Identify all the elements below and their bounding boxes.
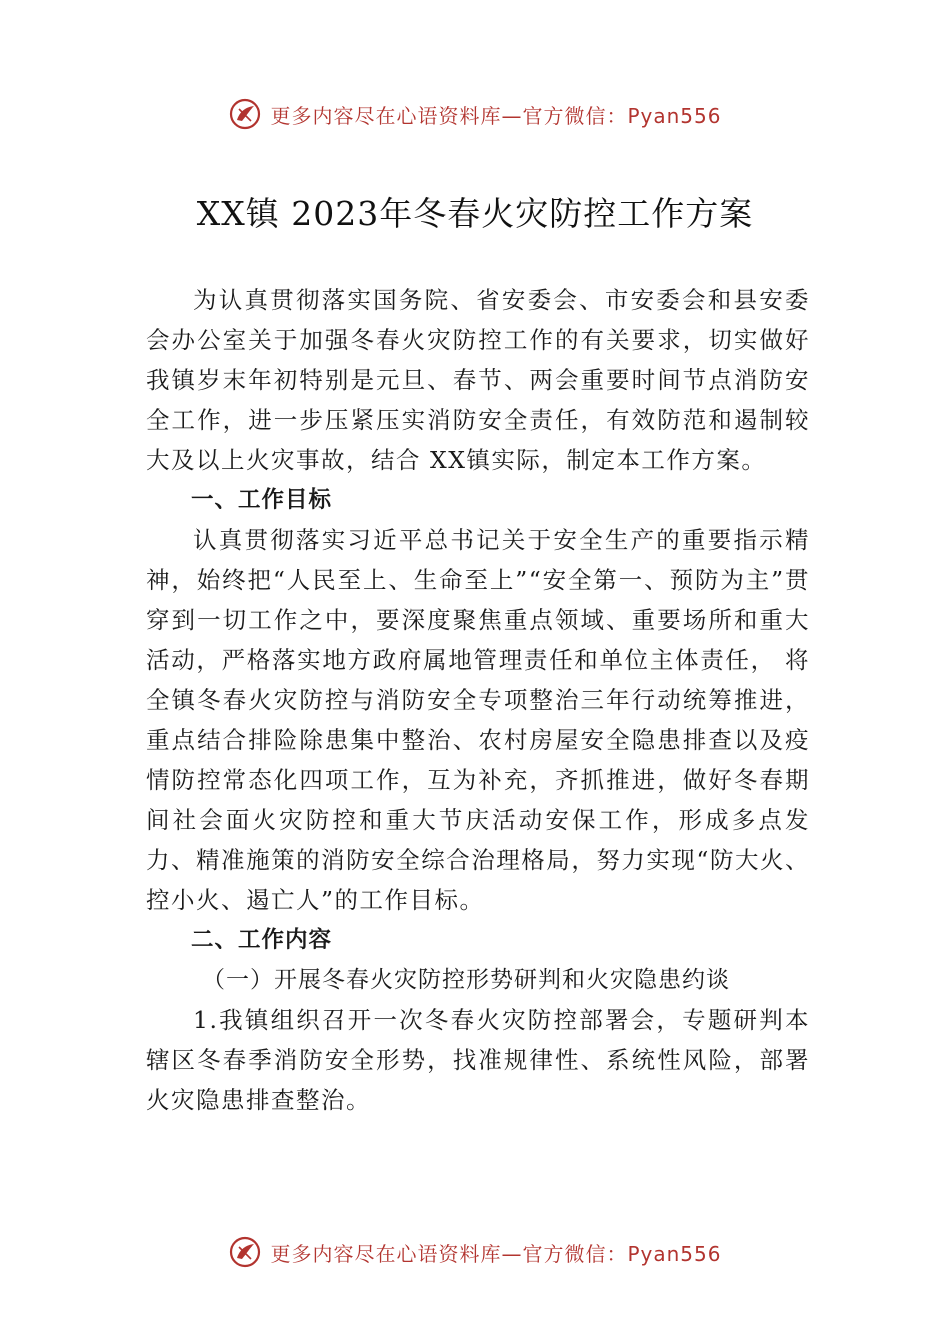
item-paragraph: 1.我镇组织召开一次冬春火灾防控部署会，专题研判本辖区冬春季消防安全形势，找准规律性、系统性风险，部署火灾隐患排查整治。	[146, 1006, 810, 1114]
footer-banner	[0, 1232, 950, 1272]
section-heading: 二、工作内容	[191, 927, 333, 953]
subsection-heading: （一）开展冬春火灾防控形势研判和火灾隐患约谈	[202, 967, 730, 993]
banner-text: 更多内容尽在心语资料库—官方微信：Pyan556	[270, 103, 722, 128]
page-title: XX镇 2023年冬春火灾防控工作方案	[196, 194, 754, 233]
seal-logo-icon	[228, 97, 262, 131]
section-paragraph: 认真贯彻落实习近平总书记关于安全生产的重要指示精神，始终把“人民至上、生命至上”“安全第一、预防为主”贯穿到一切工作之中，要深度聚焦重点领域、重要场所和重大活动，严格落实地方政府属地管理责任和单位主体责任， 将全镇冬春火灾防控与消防安全专项整治三年行动统筹推进，重点结合排险除患集中整治、农村房屋安全隐患排查以及疫情防控常态化四项工作，互为补充，齐抓推进，做好冬春期间社会面火灾防控和重大节庆活动安保工作，形成多点发力、精准施策的消防安全综合治理格局，努力实现“防大火、控小火、遏亡人”的工作目标。	[146, 526, 810, 914]
header-banner	[0, 94, 950, 134]
section-heading: 一、工作目标	[191, 487, 333, 513]
banner-text: 更多内容尽在心语资料库—官方微信：Pyan556	[270, 1241, 722, 1266]
intro-paragraph: 为认真贯彻落实国务院、省安委会、市安委会和县安委会办公室关于加强冬春火灾防控工作的有关要求，切实做好我镇岁末年初特别是元旦、春节、两会重要时间节点消防安全工作，进一步压紧压实消防安全责任，有效防范和遏制较大及以上火灾事故，结合 XX镇实际，制定本工作方案。	[146, 286, 810, 474]
seal-logo-icon	[228, 1235, 262, 1269]
document-body	[146, 280, 810, 1120]
